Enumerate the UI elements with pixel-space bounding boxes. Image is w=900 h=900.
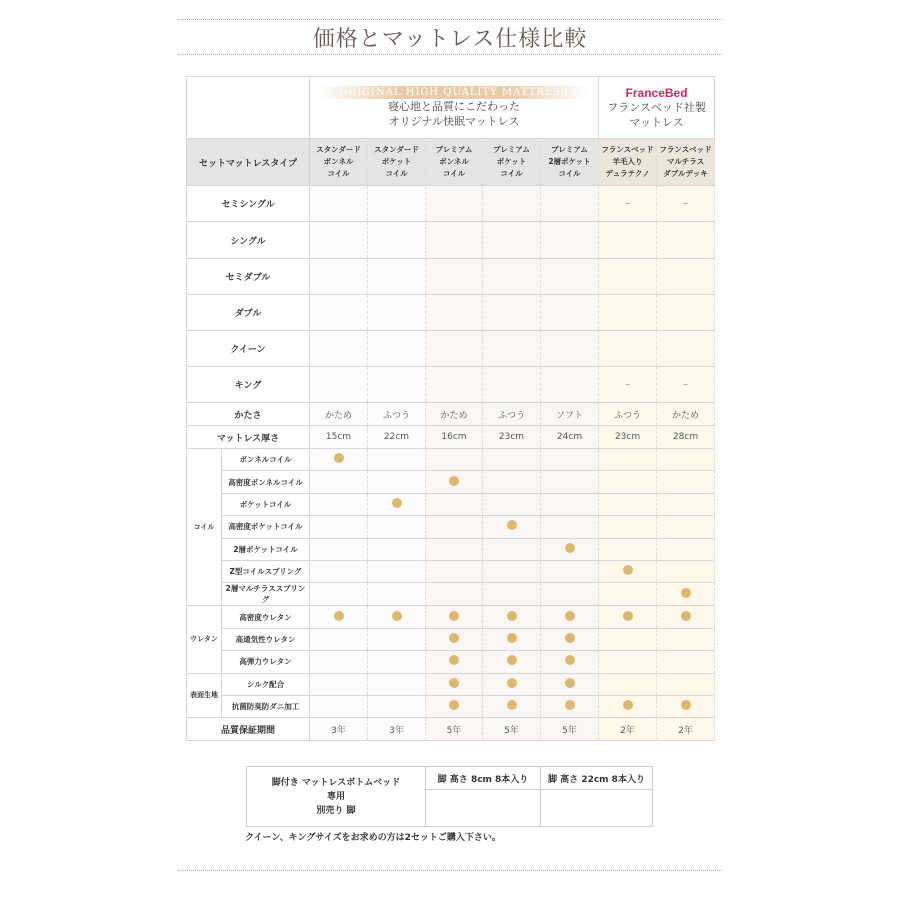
feature-row [187, 583, 715, 606]
original-desc-1: 寝心地と品質にこだわった [388, 100, 520, 113]
dot-icon [449, 678, 459, 688]
size-cell [426, 331, 483, 367]
feature-cell [483, 606, 541, 628]
feature-cell [368, 471, 426, 493]
feature-cell [541, 560, 599, 582]
feature-cell [310, 516, 368, 538]
size-label: セミダブル [187, 259, 310, 295]
dot-icon [449, 611, 459, 621]
size-cell [541, 367, 599, 403]
warranty-value: 2年 [599, 718, 657, 741]
dot-icon [565, 678, 575, 688]
feature-cell [599, 560, 657, 582]
feature-cell [483, 673, 541, 695]
feature-cell [310, 628, 368, 650]
feature-label: 抗菌防臭防ダニ加工 [222, 695, 310, 717]
size-cell [657, 222, 715, 259]
comparison-table [186, 76, 715, 741]
feature-cell [310, 493, 368, 515]
size-cell [541, 259, 599, 295]
feature-cell [368, 538, 426, 560]
legs-table [246, 766, 653, 827]
column-header: プレミアム ポケット コイル [483, 139, 541, 186]
feature-cell [599, 493, 657, 515]
size-cell [657, 259, 715, 295]
legs-label-2: 専用 [326, 791, 345, 802]
size-cell [657, 186, 715, 222]
feature-cell [368, 449, 426, 471]
column-header: スタンダード ボンネル コイル [310, 139, 368, 186]
size-cell [599, 295, 657, 331]
size-cell [541, 186, 599, 222]
feature-cell [426, 471, 483, 493]
dot-icon [334, 453, 344, 463]
spec-row [187, 426, 715, 449]
feature-cell [483, 538, 541, 560]
feature-cell [483, 493, 541, 515]
feature-cell [541, 471, 599, 493]
feature-cell [368, 560, 426, 582]
feature-cell [657, 583, 715, 606]
size-cell [541, 295, 599, 331]
feature-cell [657, 606, 715, 628]
size-cell [599, 259, 657, 295]
feature-cell [483, 560, 541, 582]
dash-mark: – [625, 379, 631, 390]
feature-label: ボンネルコイル [222, 449, 310, 471]
dot-icon [623, 611, 633, 621]
spec-value: かため [310, 403, 368, 426]
column-header: プレミアム 2層ポケット コイル [541, 139, 599, 186]
size-note: クイーン、キングサイズをお求めの方は2セットご購入下さい。 [245, 833, 501, 843]
size-row [187, 331, 715, 367]
feature-cell [599, 471, 657, 493]
feature-cell [657, 695, 715, 717]
feature-cell [541, 695, 599, 717]
feature-cell [483, 628, 541, 650]
dot-icon [507, 700, 517, 710]
legs-option-8cm: 脚 高さ 8cm 8本入り [426, 767, 541, 790]
feature-cell [483, 651, 541, 673]
feature-cell [657, 560, 715, 582]
feature-row [187, 673, 715, 695]
spec-value: かため [426, 403, 483, 426]
feature-cell [310, 673, 368, 695]
size-cell [599, 186, 657, 222]
feature-cell [657, 538, 715, 560]
feature-row [187, 493, 715, 515]
feature-label: 2層ポケットコイル [222, 538, 310, 560]
size-cell [368, 186, 426, 222]
feature-cell [426, 583, 483, 606]
size-cell [483, 367, 541, 403]
size-cell [426, 295, 483, 331]
type-label: セットマットレスタイプ [187, 139, 310, 186]
feature-cell [657, 471, 715, 493]
corner-cell [187, 77, 310, 139]
legs-label [247, 767, 426, 827]
feature-cell [368, 628, 426, 650]
feature-cell [426, 560, 483, 582]
feature-cell [599, 449, 657, 471]
dot-icon [392, 498, 402, 508]
warranty-row [187, 718, 715, 741]
size-cell [368, 331, 426, 367]
spec-value: 23cm [483, 426, 541, 449]
brand-header-row [187, 77, 715, 139]
dot-icon [565, 611, 575, 621]
dot-icon [507, 655, 517, 665]
feature-label: 高密度ポケットコイル [222, 516, 310, 538]
spec-value: 16cm [426, 426, 483, 449]
size-label: ダブル [187, 295, 310, 331]
warranty-value: 2年 [657, 718, 715, 741]
feature-cell [426, 673, 483, 695]
size-cell [368, 259, 426, 295]
size-label: シングル [187, 222, 310, 259]
feature-row [187, 651, 715, 673]
dot-icon [565, 655, 575, 665]
column-header-row [187, 139, 715, 186]
feature-label: 高通気性ウレタン [222, 628, 310, 650]
spec-value: 24cm [541, 426, 599, 449]
feature-cell [541, 516, 599, 538]
bottom-rule [178, 870, 722, 871]
feature-cell [426, 538, 483, 560]
feature-cell [426, 516, 483, 538]
legs-label-3: 別売り 脚 [316, 805, 356, 816]
size-cell [310, 367, 368, 403]
feature-group-label: ウレタン [187, 606, 222, 673]
feature-row [187, 606, 715, 628]
feature-cell [541, 538, 599, 560]
size-cell [541, 331, 599, 367]
feature-cell [541, 628, 599, 650]
spec-value: 15cm [310, 426, 368, 449]
dot-icon [565, 700, 575, 710]
size-cell [368, 222, 426, 259]
size-cell [310, 222, 368, 259]
dot-icon [507, 633, 517, 643]
dot-icon [565, 633, 575, 643]
size-row [187, 259, 715, 295]
size-cell [657, 367, 715, 403]
feature-cell [599, 583, 657, 606]
dot-icon [507, 520, 517, 530]
size-row [187, 367, 715, 403]
francebed-header [599, 77, 715, 139]
feature-cell [483, 516, 541, 538]
feature-cell [368, 651, 426, 673]
size-row [187, 295, 715, 331]
feature-cell [426, 695, 483, 717]
size-label: キング [187, 367, 310, 403]
dash-mark: – [683, 379, 689, 390]
dot-icon [449, 633, 459, 643]
warranty-value: 5年 [483, 718, 541, 741]
feature-cell [310, 606, 368, 628]
feature-cell [368, 583, 426, 606]
feature-cell [310, 695, 368, 717]
feature-label: 高密度ウレタン [222, 606, 310, 628]
spec-label: マットレス厚さ [187, 426, 310, 449]
warranty-value: 3年 [310, 718, 368, 741]
feature-cell [483, 449, 541, 471]
size-cell [426, 367, 483, 403]
size-cell [483, 331, 541, 367]
feature-cell [310, 560, 368, 582]
dot-icon [681, 588, 691, 598]
size-cell [483, 295, 541, 331]
feature-cell [426, 493, 483, 515]
legs-option-22cm: 脚 高さ 22cm 8本入り [541, 767, 653, 790]
spec-value: ふつう [368, 403, 426, 426]
francebed-logo: FranceBed [625, 85, 688, 100]
warranty-value: 5年 [426, 718, 483, 741]
column-header: フランスベッド 羊毛入り デュラテクノ [599, 139, 657, 186]
size-label: セミシングル [187, 186, 310, 222]
feature-row [187, 449, 715, 471]
feature-cell [599, 628, 657, 650]
dot-icon [392, 611, 402, 621]
spec-value: ふつう [483, 403, 541, 426]
feature-cell [310, 449, 368, 471]
column-header: フランスベッド マルチラス ダブルデッキ [657, 139, 715, 186]
feature-cell [483, 583, 541, 606]
feature-cell [599, 538, 657, 560]
legs-label-1: 脚付き マットレスボトムベッド [271, 777, 401, 788]
feature-cell [657, 651, 715, 673]
feature-cell [657, 493, 715, 515]
spec-value: ソフト [541, 403, 599, 426]
dot-icon [449, 700, 459, 710]
size-cell [310, 295, 368, 331]
feature-label: 高密度ボンネルコイル [222, 471, 310, 493]
size-cell [426, 186, 483, 222]
size-cell [599, 222, 657, 259]
size-cell [599, 331, 657, 367]
warranty-value: 3年 [368, 718, 426, 741]
francebed-desc-1: フランスベッド社製 [607, 100, 706, 114]
feature-cell [599, 695, 657, 717]
original-banner: ORIGINAL HIGH QUALITY MATTRESS [319, 86, 588, 99]
feature-cell [426, 628, 483, 650]
top-rule [178, 19, 722, 20]
size-cell [310, 259, 368, 295]
size-label: クイーン [187, 331, 310, 367]
feature-cell [310, 583, 368, 606]
feature-cell [368, 606, 426, 628]
feature-row [187, 471, 715, 493]
feature-cell [310, 538, 368, 560]
feature-cell [599, 673, 657, 695]
title-rule [178, 54, 722, 55]
size-cell [368, 367, 426, 403]
feature-cell [426, 606, 483, 628]
size-cell [657, 295, 715, 331]
spec-value: 22cm [368, 426, 426, 449]
feature-cell [541, 673, 599, 695]
dash-mark: – [625, 198, 631, 209]
feature-cell [483, 471, 541, 493]
feature-cell [541, 493, 599, 515]
feature-cell [310, 651, 368, 673]
dot-icon [681, 611, 691, 621]
feature-label: 2層マルチラススプリング [222, 583, 310, 606]
dash-mark: – [683, 198, 689, 209]
legs-cell-8cm [426, 790, 541, 827]
feature-label: 高弾力ウレタン [222, 651, 310, 673]
feature-label: Z型コイルスプリング [222, 560, 310, 582]
feature-cell [426, 651, 483, 673]
feature-group-label: コイル [187, 449, 222, 606]
size-cell [310, 186, 368, 222]
feature-cell [541, 583, 599, 606]
feature-cell [541, 606, 599, 628]
dot-icon [334, 611, 344, 621]
feature-row [187, 560, 715, 582]
feature-cell [483, 695, 541, 717]
feature-cell [541, 651, 599, 673]
dot-icon [449, 655, 459, 665]
size-row [187, 222, 715, 259]
size-row [187, 186, 715, 222]
size-cell [657, 331, 715, 367]
feature-cell [657, 449, 715, 471]
feature-cell [426, 449, 483, 471]
size-cell [310, 331, 368, 367]
feature-label: ポケットコイル [222, 493, 310, 515]
dot-icon [507, 611, 517, 621]
dot-icon [623, 700, 633, 710]
dot-icon [681, 700, 691, 710]
size-cell [483, 222, 541, 259]
feature-cell [368, 516, 426, 538]
original-header [310, 77, 599, 139]
feature-cell [657, 516, 715, 538]
spec-value: ふつう [599, 403, 657, 426]
page-title: 価格とマットレス仕様比較 [312, 27, 588, 52]
dot-icon [565, 543, 575, 553]
feature-group-label: 表面生地 [187, 673, 222, 718]
dot-icon [507, 678, 517, 688]
size-cell [426, 222, 483, 259]
size-cell [599, 367, 657, 403]
size-cell [368, 295, 426, 331]
original-desc-2: オリジナル快眠マットレス [388, 115, 520, 128]
feature-cell [599, 606, 657, 628]
size-cell [541, 222, 599, 259]
size-cell [426, 259, 483, 295]
warranty-value: 5年 [541, 718, 599, 741]
spec-value: 28cm [657, 426, 715, 449]
feature-cell [599, 516, 657, 538]
warranty-label: 品質保証期間 [187, 718, 310, 741]
column-header: プレミアム ボンネル コイル [426, 139, 483, 186]
column-header: スタンダード ポケット コイル [368, 139, 426, 186]
size-cell [483, 259, 541, 295]
feature-cell [599, 651, 657, 673]
feature-row [187, 538, 715, 560]
feature-cell [657, 628, 715, 650]
feature-cell [310, 471, 368, 493]
feature-cell [657, 673, 715, 695]
feature-cell [368, 673, 426, 695]
feature-row [187, 628, 715, 650]
feature-cell [368, 493, 426, 515]
feature-row [187, 516, 715, 538]
feature-label: シルク配合 [222, 673, 310, 695]
spec-value: かため [657, 403, 715, 426]
spec-label: かたさ [187, 403, 310, 426]
legs-cell-22cm [541, 790, 653, 827]
feature-row [187, 695, 715, 717]
dot-icon [449, 476, 459, 486]
feature-cell [541, 449, 599, 471]
feature-cell [368, 695, 426, 717]
spec-row [187, 403, 715, 426]
spec-value: 23cm [599, 426, 657, 449]
francebed-desc-2: マットレス [629, 115, 684, 129]
size-cell [483, 186, 541, 222]
dot-icon [623, 565, 633, 575]
